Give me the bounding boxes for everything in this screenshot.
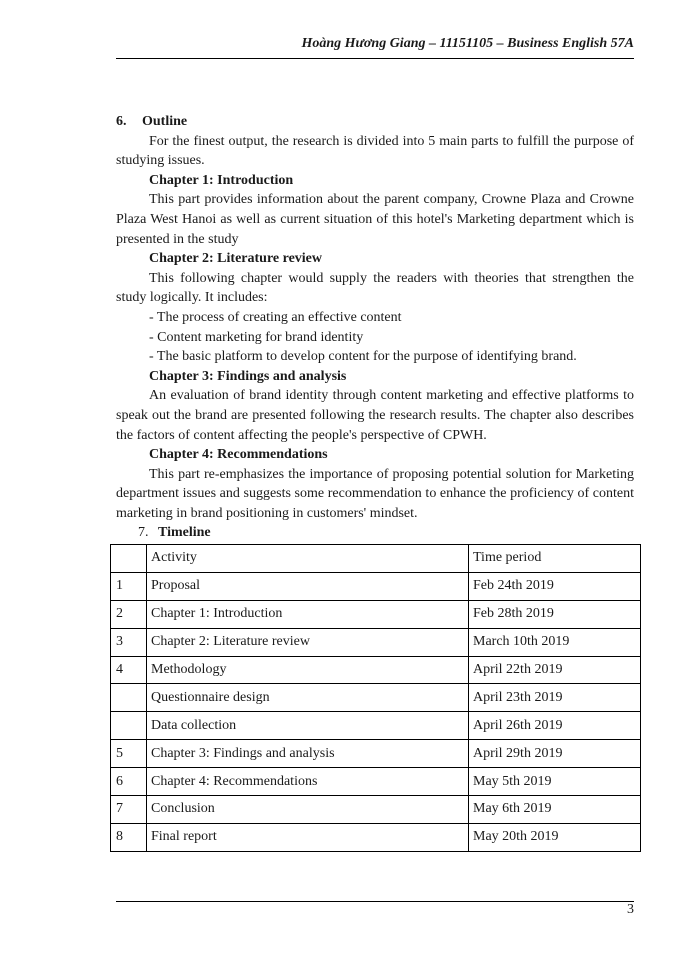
chapter-3-body: An evaluation of brand identity through content marketing and effective platforms to speak out the brand are presented following the research results. The chapter also describes the factors of content affecting the people's perspective of CPWH.: [116, 388, 634, 443]
table-row: [111, 572, 641, 600]
time-period-cell: April 23th 2019: [469, 684, 641, 712]
time-period-cell: Feb 28th 2019: [469, 600, 641, 628]
column-header-time-period: Time period: [469, 545, 641, 573]
section-heading-outline: [116, 112, 634, 132]
time-period-cell: May 5th 2019: [469, 768, 641, 796]
timeline-table: [110, 544, 641, 852]
footer-rule: [116, 901, 634, 902]
row-number-cell: 2: [111, 600, 147, 628]
table-row: [111, 796, 641, 824]
row-number-cell: 1: [111, 572, 147, 600]
chapter-1-body: This part provides information about the parent company, Crowne Plaza and Crowne Plaza West Hanoi as well as current situation of this hotel's Marketing department which is presented in the study: [116, 192, 634, 247]
row-number-cell: 4: [111, 656, 147, 684]
running-header: Hoàng Hương Giang – 11151105 – Business English 57A: [301, 36, 634, 51]
table-row: [111, 740, 641, 768]
activity-cell: Data collection: [147, 712, 469, 740]
chapter-4-title: Chapter 4: Recommendations: [149, 447, 328, 463]
table-row: [111, 768, 641, 796]
list-item: - The process of creating an effective content: [149, 309, 402, 325]
section-number: 6.: [116, 114, 127, 129]
page-body: [116, 112, 634, 543]
section-number: 7.: [138, 525, 149, 541]
activity-cell: Final report: [147, 823, 469, 851]
chapter-2-title: Chapter 2: Literature review: [149, 251, 323, 267]
activity-cell: Chapter 3: Findings and analysis: [147, 740, 469, 768]
table-row: [111, 823, 641, 851]
chapter-2-body: This following chapter would supply the readers with theories that strengthen the study logically. It includes:: [116, 270, 634, 306]
time-period-cell: May 6th 2019: [469, 796, 641, 824]
column-header-activity: Activity: [147, 545, 469, 573]
time-period-cell: May 20th 2019: [469, 823, 641, 851]
activity-cell: Methodology: [147, 656, 469, 684]
outline-intro: For the finest output, the research is divided into 5 main parts to fulfill the purpose of studying issues.: [116, 133, 634, 169]
page-number: 3: [627, 902, 634, 917]
table-row: [111, 656, 641, 684]
header-rule: [116, 58, 634, 59]
section-title: Timeline: [158, 525, 211, 541]
chapter-4-body: This part re-emphasizes the importance of proposing potential solution for Marketing department issues and suggests some recommendation to enhance the proficiency of content marketing in brand positioning in customers' mindset.: [116, 466, 634, 521]
row-number-cell: [111, 712, 147, 740]
row-number-cell: 3: [111, 628, 147, 656]
section-title: Outline: [142, 114, 188, 129]
activity-cell: Chapter 1: Introduction: [147, 600, 469, 628]
row-number-cell: 8: [111, 823, 147, 851]
chapter-1-title: Chapter 1: Introduction: [149, 172, 294, 188]
list-item: - The basic platform to develop content for the purpose of identifying brand.: [149, 349, 577, 365]
column-header-number: [111, 545, 147, 573]
activity-cell: Conclusion: [147, 796, 469, 824]
table-row: [111, 600, 641, 628]
row-number-cell: 5: [111, 740, 147, 768]
table-row: [111, 684, 641, 712]
list-item: - Content marketing for brand identity: [149, 329, 364, 345]
activity-cell: Chapter 2: Literature review: [147, 628, 469, 656]
time-period-cell: Feb 24th 2019: [469, 572, 641, 600]
activity-cell: Questionnaire design: [147, 684, 469, 712]
time-period-cell: April 29th 2019: [469, 740, 641, 768]
section-heading-timeline: [116, 523, 634, 543]
time-period-cell: April 22th 2019: [469, 656, 641, 684]
chapter-3-title: Chapter 3: Findings and analysis: [149, 368, 347, 384]
time-period-cell: April 26th 2019: [469, 712, 641, 740]
table-header-row: [111, 545, 641, 573]
row-number-cell: [111, 684, 147, 712]
time-period-cell: March 10th 2019: [469, 628, 641, 656]
row-number-cell: 7: [111, 796, 147, 824]
row-number-cell: 6: [111, 768, 147, 796]
activity-cell: Proposal: [147, 572, 469, 600]
table-row: [111, 712, 641, 740]
activity-cell: Chapter 4: Recommendations: [147, 768, 469, 796]
table-row: [111, 628, 641, 656]
